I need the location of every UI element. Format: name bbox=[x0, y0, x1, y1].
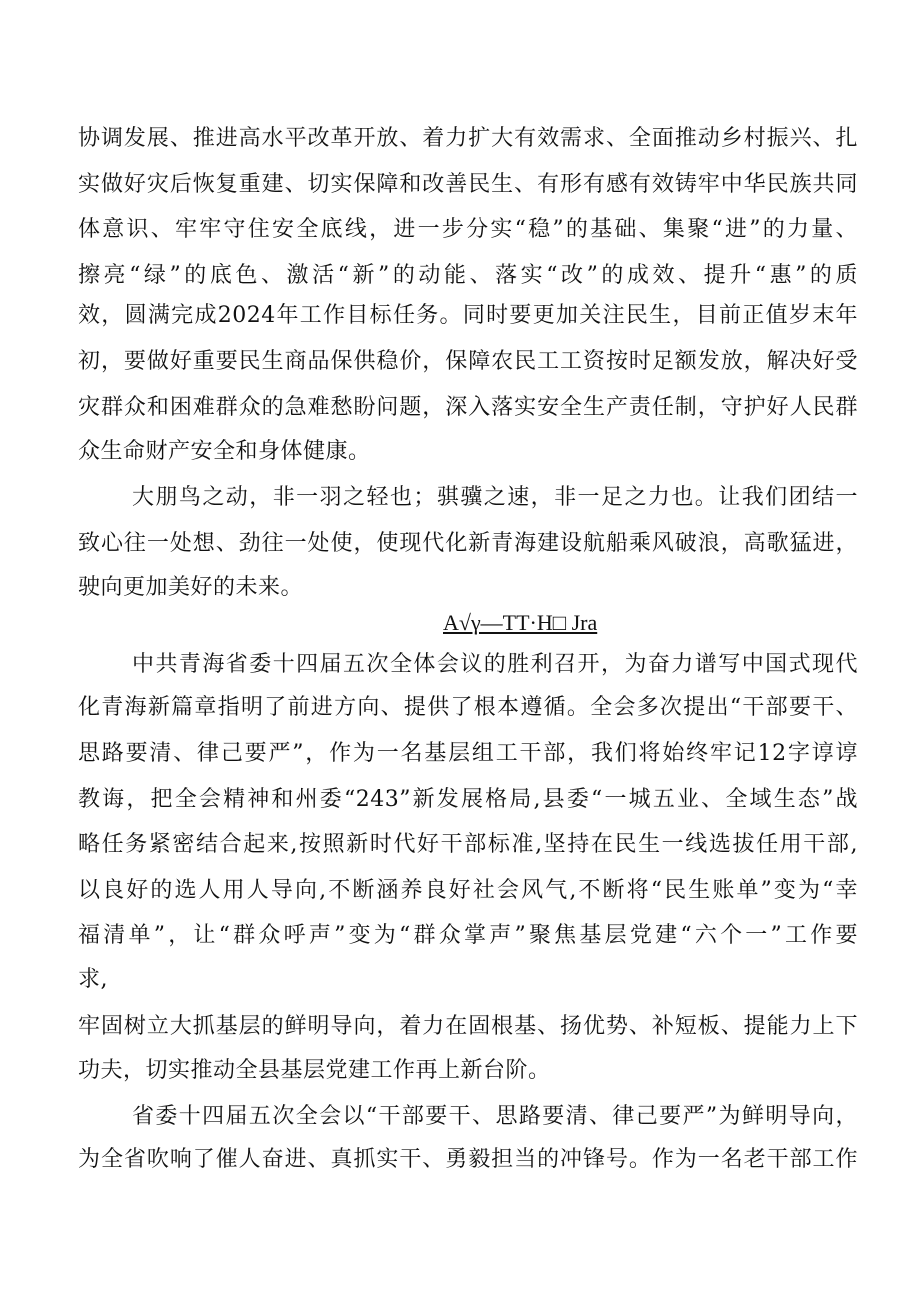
text-line: 以良好的选人用人导向,不断涵养良好社会风气,不断将“民生账单”变为“幸 bbox=[78, 878, 858, 903]
text-line: 擦亮“绿”的底色、激活“新”的动能、落实“改”的成效、提升“惠”的质 bbox=[78, 263, 858, 288]
text-line: 致心往一处想、劲往一处使，使现代化新青海建设航船乘风破浪，高歌猛进， bbox=[78, 531, 858, 556]
text-line: 灾群众和困难群众的急难愁盼问题，深入落实安全生产责任制，守护好人民群 bbox=[78, 395, 858, 420]
text-line: 为全省吹响了催人奋进、真抓实干、勇毅担当的冲锋号。作为一名老干部工作 bbox=[78, 1147, 858, 1172]
text-line: 教诲，把全会精神和州委“243”新发展格局,县委“一城五业、全域生态”战 bbox=[78, 787, 858, 812]
text-line: 体意识、牢牢守住安全底线，进一步分实“稳”的基础、集聚“进”的力量、 bbox=[78, 217, 858, 242]
text-line: 化青海新篇章指明了前进方向、提供了根本遵循。全会多次提出“干部要干、 bbox=[78, 695, 858, 720]
text-line: 大朋鸟之动，非一羽之轻也；骐骥之速，非一足之力也。让我们团结一 bbox=[132, 485, 858, 510]
text-line: 功夫，切实推动全县基层党建工作再上新台阶。 bbox=[78, 1058, 551, 1083]
text-line: 福清单”，让“群众呼声”变为“群众掌声”聚焦基层党建“六个一”工作要 bbox=[78, 923, 858, 948]
text-line: 驶向更加美好的未来。 bbox=[78, 575, 304, 600]
text-line: 效，圆满完成2024年工作目标任务。同时要更加关注民生，目前正值岁末年 bbox=[78, 303, 858, 328]
text-line: 求, bbox=[78, 967, 108, 992]
text-line: 众生命财产安全和身体健康。 bbox=[78, 439, 371, 464]
text-line: 实做好灾后恢复重建、切实保障和改善民生、有形有感有效铸牢中华民族共同 bbox=[78, 172, 858, 197]
text-line: 牢固树立大抓基层的鲜明导向，着力在固根基、扬优势、补短板、提能力上下 bbox=[78, 1014, 858, 1039]
text-line: 中共青海省委十四届五次全体会议的胜利召开，为奋力谱写中国式现代 bbox=[132, 652, 858, 677]
section-heading: A√γ—TT·H□ Jra bbox=[443, 610, 598, 635]
text-line: 协调发展、推进高水平改革开放、着力扩大有效需求、全面推动乡村振兴、扎 bbox=[78, 126, 858, 151]
text-line: 省委十四届五次全会以“干部要干、思路要清、律己要严”为鲜明导向， bbox=[132, 1104, 858, 1129]
text-line: 思路要清、律己要严”，作为一名基层组工干部，我们将始终牢记12字谆谆 bbox=[78, 741, 858, 766]
text-line: 初，要做好重要民生商品保供稳价，保障农民工工资按时足额发放，解决好受 bbox=[78, 349, 858, 374]
text-line: 略任务紧密结合起来,按照新时代好干部标准,坚持在民生一线选拔任用干部, bbox=[78, 832, 858, 857]
